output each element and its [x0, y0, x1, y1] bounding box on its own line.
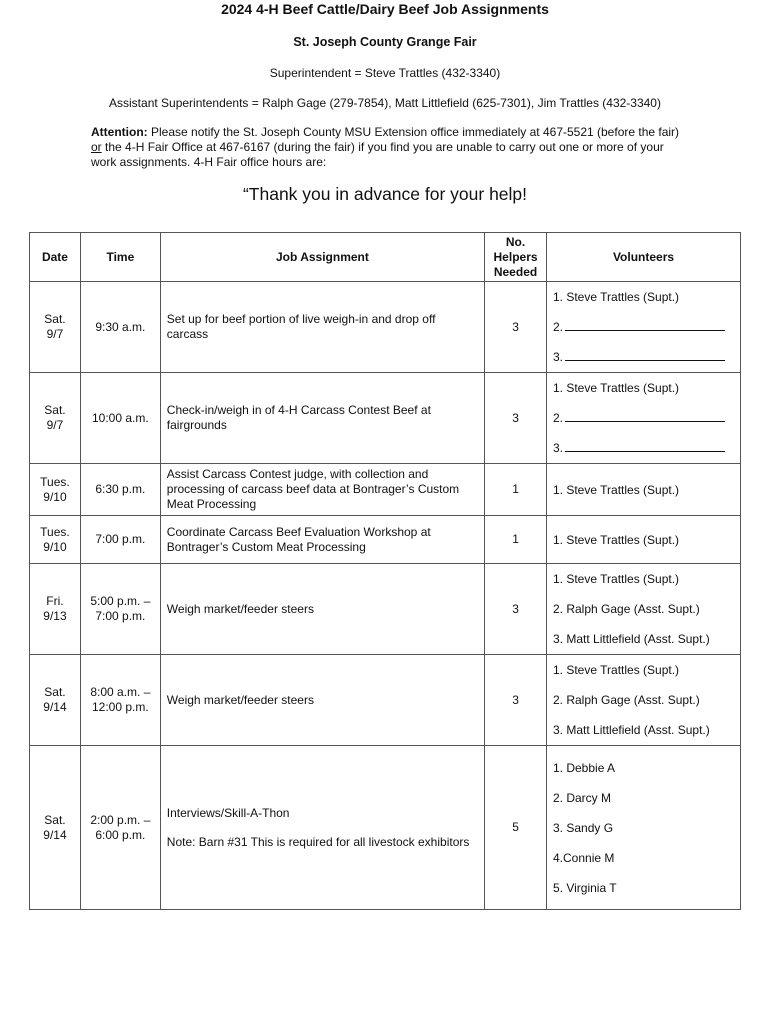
volunteer-entry — [553, 685, 734, 715]
volunteer-text: 2. — [553, 411, 564, 425]
volunteer-entry — [553, 624, 734, 654]
time-start: 2:00 p.m. – — [90, 812, 151, 827]
table-row — [30, 516, 741, 564]
cell-helpers-needed: 1 — [485, 464, 547, 516]
volunteer-text: 1. Steve Trattles (Supt.) — [553, 482, 680, 497]
job-note: Note: Barn #31 This is required for all livestock exhibitors — [166, 834, 470, 849]
date-day: Sat. — [44, 312, 66, 326]
cell-date — [30, 282, 81, 373]
header-helpers-line-3: Needed — [493, 264, 538, 279]
job-text: Check-in/weigh in of 4-H Carcass Contest Beef at fairgrounds — [166, 403, 431, 432]
volunteer-entry — [553, 475, 734, 505]
job-text: Weigh market/feeder steers — [166, 601, 314, 616]
header-job-assignment: Job Assignment — [160, 233, 484, 282]
volunteer-text: 4.Connie M — [553, 850, 615, 865]
header-helpers-line-1: No. — [505, 234, 526, 249]
signup-blank-line — [565, 329, 725, 331]
volunteer-entry — [553, 594, 734, 624]
volunteer-text: 2. — [553, 320, 564, 334]
header-helpers-needed — [485, 233, 547, 282]
cell-volunteers — [547, 564, 741, 655]
volunteer-entry — [553, 843, 734, 873]
cell-job-assignment — [160, 564, 484, 655]
header-helpers-line-2: Helpers — [493, 249, 538, 264]
cell-date — [30, 464, 81, 516]
cell-time — [80, 282, 160, 373]
cell-helpers-needed: 3 — [485, 564, 547, 655]
date-value: 9/10 — [43, 539, 67, 554]
volunteer-entry — [553, 564, 734, 594]
job-text: Assist Carcass Contest judge, with collection and processing of carcass beef data at Bontrager’s Custom Meat Processing — [166, 467, 460, 511]
cell-job-assignment — [160, 282, 484, 373]
volunteer-entry — [553, 715, 734, 745]
volunteer-text: 1. Steve Trattles (Supt.) — [553, 663, 680, 677]
cell-time — [80, 516, 160, 564]
cell-job-assignment — [160, 655, 484, 746]
attention-label: Attention: — [91, 125, 148, 139]
volunteer-entry — [553, 873, 734, 903]
volunteer-entry — [553, 813, 734, 843]
volunteer-text: 2. Darcy M — [553, 790, 612, 805]
date-value: 9/14 — [43, 700, 67, 714]
date-value: 9/10 — [43, 489, 67, 504]
cell-date — [30, 373, 81, 464]
job-text: Weigh market/feeder steers — [166, 692, 314, 707]
volunteer-entry — [553, 655, 734, 685]
job-assignments-table — [29, 232, 741, 910]
cell-job-assignment — [160, 464, 484, 516]
volunteer-entry — [553, 403, 734, 433]
cell-time — [80, 373, 160, 464]
volunteer-entry — [553, 342, 734, 372]
time-end: 12:00 p.m. — [92, 700, 149, 714]
date-value: 9/13 — [43, 609, 67, 623]
signup-blank-line — [565, 359, 725, 361]
volunteer-text: 3. Matt Littlefield (Asst. Supt.) — [553, 723, 710, 737]
job-text: Interviews/Skill-A-Thon — [166, 805, 290, 820]
cell-helpers-needed: 3 — [485, 282, 547, 373]
cell-time — [80, 464, 160, 516]
volunteer-entry — [553, 783, 734, 813]
time-start: 8:00 a.m. – — [90, 685, 151, 699]
cell-volunteers — [547, 746, 741, 910]
header-time: Time — [80, 233, 160, 282]
volunteer-text: 3. Sandy G — [553, 820, 614, 835]
signup-blank-line — [565, 420, 725, 422]
volunteer-text: 3. — [553, 350, 564, 364]
cell-volunteers — [547, 655, 741, 746]
volunteer-text: 1. Steve Trattles (Supt.) — [553, 572, 680, 586]
volunteer-text: 1. Steve Trattles (Supt.) — [553, 290, 680, 304]
time-end: 7:00 p.m. — [95, 609, 146, 623]
table-row — [30, 464, 741, 516]
cell-date — [30, 655, 81, 746]
volunteer-text: 5. Virginia T — [553, 880, 617, 895]
date-value: 9/14 — [43, 827, 67, 842]
attention-or: or — [91, 140, 102, 154]
cell-date — [30, 516, 81, 564]
time-start: 7:00 p.m. — [95, 532, 146, 546]
cell-helpers-needed: 5 — [485, 746, 547, 910]
volunteer-text: 2. Ralph Gage (Asst. Supt.) — [553, 602, 700, 616]
header-volunteers: Volunteers — [547, 233, 741, 282]
volunteer-entry — [553, 282, 734, 312]
volunteer-entry — [553, 312, 734, 342]
volunteer-text: 3. — [553, 441, 564, 455]
volunteer-text: 1. Steve Trattles (Supt.) — [553, 532, 680, 547]
cell-job-assignment — [160, 746, 484, 910]
date-day: Tues. — [40, 524, 70, 539]
time-start: 10:00 a.m. — [92, 410, 149, 425]
volunteer-text: 1. Steve Trattles (Supt.) — [553, 381, 680, 395]
date-day: Sat. — [44, 812, 66, 827]
document-title: 2024 4-H Beef Cattle/Dairy Beef Job Assignments — [221, 1, 549, 17]
volunteer-text: 2. Ralph Gage (Asst. Supt.) — [553, 693, 700, 707]
cell-helpers-needed: 3 — [485, 373, 547, 464]
job-text: Set up for beef portion of live weigh-in and drop off carcass — [166, 312, 436, 341]
cell-volunteers — [547, 516, 741, 564]
cell-volunteers — [547, 282, 741, 373]
volunteer-text: 3. Matt Littlefield (Asst. Supt.) — [553, 632, 710, 646]
fair-name: St. Joseph County Grange Fair — [293, 35, 477, 49]
cell-time — [80, 655, 160, 746]
volunteer-text: 1. Debbie A — [553, 760, 616, 775]
date-day: Sat. — [44, 685, 66, 699]
volunteer-entry — [553, 433, 734, 463]
attention-text-2: the 4-H Fair Office at 467-6167 (during the fair) if you find you are unable to carry out one or more of your work assignments. 4-H Fair office hours are: — [91, 140, 664, 169]
attention-paragraph — [91, 125, 691, 170]
time-start: 9:30 a.m. — [95, 319, 146, 334]
date-day: Tues. — [40, 474, 70, 489]
date-day: Sat. — [44, 403, 66, 417]
cell-job-assignment — [160, 373, 484, 464]
time-end: 6:00 p.m. — [95, 827, 146, 842]
table-row — [30, 746, 741, 910]
date-day: Fri. — [46, 594, 64, 608]
job-text: Coordinate Carcass Beef Evaluation Workshop at Bontrager’s Custom Meat Processing — [166, 524, 431, 554]
volunteer-entry — [553, 373, 734, 403]
time-start: 5:00 p.m. – — [90, 594, 151, 608]
date-value: 9/7 — [46, 327, 64, 341]
cell-time — [80, 564, 160, 655]
cell-date — [30, 746, 81, 910]
table-header-row — [30, 233, 741, 282]
header-date: Date — [30, 233, 81, 282]
cell-volunteers — [547, 464, 741, 516]
cell-helpers-needed: 1 — [485, 516, 547, 564]
cell-time — [80, 746, 160, 910]
cell-helpers-needed: 3 — [485, 655, 547, 746]
table-row — [30, 655, 741, 746]
cell-date — [30, 564, 81, 655]
table-row — [30, 373, 741, 464]
cell-job-assignment — [160, 516, 484, 564]
thank-you-line: “Thank you in advance for your help! — [242, 184, 528, 204]
time-start: 6:30 p.m. — [95, 482, 146, 496]
cell-volunteers — [547, 373, 741, 464]
table-row — [30, 282, 741, 373]
table-row — [30, 564, 741, 655]
date-value: 9/7 — [46, 418, 64, 432]
volunteer-entry — [553, 525, 734, 555]
signup-blank-line — [565, 450, 725, 452]
assistant-superintendents-line: Assistant Superintendents = Ralph Gage (279-7854), Matt Littlefield (625-7301), Jim Trattles (432-3340) — [109, 96, 661, 110]
attention-text-1: Please notify the St. Joseph County MSU Extension office immediately at 467-5521 (before the fair) — [147, 125, 680, 139]
superintendent-line: Superintendent = Steve Trattles (432-3340) — [269, 66, 501, 80]
volunteer-entry — [553, 753, 734, 783]
